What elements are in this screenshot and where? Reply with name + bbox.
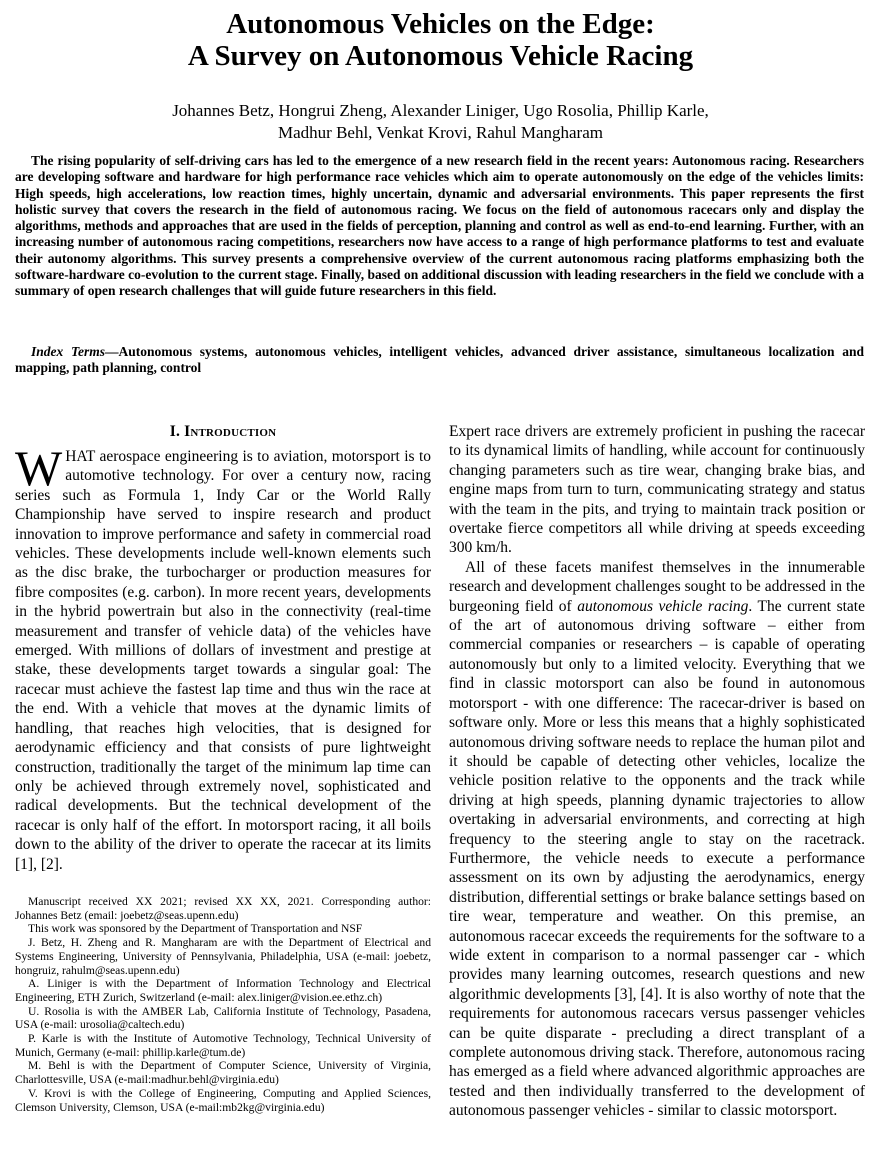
- index-terms-label: Index Terms: [31, 344, 105, 359]
- index-terms-dash: —: [105, 344, 119, 359]
- author-list: [0, 100, 881, 144]
- paper-title: [0, 8, 881, 72]
- left-column: [15, 422, 431, 874]
- intro-paragraph-1-text: HAT aerospace engineering is to aviation, motorsport is to automotive technology. For over a century now, racing series such as Formula 1, Indy Car or the World Rally Championship have served to inspire research and product innovation to improve performance and safety in commercial road vehicles. These developments include well-known elements such as the disc brake, the turbocharger or production measures for fibre composites (e.g. carbon). In more recent years, developments in the hybrid powertrain but also in the connectivity (real-time measurement and transfer of vehicle data) of the vehicles have emerged. With millions of dollars of investment and prestige at stake, these developments target towards a singular goal: The racecar must achieve the fastest lap time and thus win the race at the end. With a vehicle that moves at the dynamic limits of handling, that reaches high velocities, that is designed for aerodynamic efficiency and that consists of pure lightweight construction, traditionally the target of the minimum lap time can only be achieved through extremely novel, sophisticated and radical developments. But the technical development of the racecar is only half of the effort. In motorsport racing, it all boils down to the ability of the driver to operate the racecar at its limits [1], [2].: [15, 448, 431, 873]
- right-paragraph-2: [449, 558, 865, 1121]
- right-paragraph-1: Expert race drivers are extremely proficient in pushing the racecar to its dynamical limits of handling, while account for continuously changing parameters such as tire wear, changing brake bias, and engine maps from turn to turn, communicating strategy and status with the team in the pits, and trying to maintain track position or overtake fierce competitors all while driving at speeds exceeding 300 km/h.: [449, 423, 865, 557]
- abstract: The rising popularity of self-driving cars has led to the emergence of a new research field in the recent years: Autonomous racing. Researchers are developing software and hardware for high performance race vehicles which aim to operate autonomously on the edge of the vehicles limits: High speeds, high accelerations, low reaction times, highly uncertain, dynamic and adversarial environments. This paper represents the first holistic survey that covers the research in the field of autonomous racing. We focus on the field of autonomous racecars only and display the algorithms, methods and approaches that are used in the fields of perception, planning and control as well as end-to-end learning. Further, with an increasing number of autonomous racing competitions, researchers now have access to a range of high performance platforms to test and evaluate their autonomy algorithms. This survey presents a comprehensive overview of the current autonomous racing platforms emphasizing both the software-hardware co-evolution to the current stage. Finally, based on additional discussion with leading researchers in the field we conclude with a summary of open research challenges that will guide future researchers in this field.: [15, 153, 864, 299]
- right-paragraph-2-start: All of these facets manifest themselves in the innumerable research and development challenges sought to be addressed in the burgeoning field of: [449, 558, 865, 615]
- index-terms: [15, 344, 864, 377]
- authors-line-1: Johannes Betz, Hongrui Zheng, Alexander Liniger, Ugo Rosolia, Phillip Karle,: [172, 101, 709, 120]
- authors-line-2: Madhur Behl, Venkat Krovi, Rahul Mangharam: [278, 123, 603, 142]
- section-heading-introduction: [15, 422, 431, 441]
- footnote-affiliation-caltech: U. Rosolia is with the AMBER Lab, California Institute of Technology, Pasadena, USA (e-mail: urosolia@caltech.edu): [15, 1004, 431, 1032]
- right-column: [449, 422, 865, 1121]
- index-terms-text: Autonomous systems, autonomous vehicles, intelligent vehicles, advanced driver assistance, simultaneous localization and mapping, path planning, control: [15, 344, 865, 376]
- right-paragraph-2-rest: . The current state of the art of autonomous driving software – either from commercial companies or researchers – is capable of operating autonomously but only to a limited velocity. Everything that we find in classic motorsport can also be found in autonomous motorsport - with one difference: The racecar-driver is based on software only. More or less this means that a highly sophisticated autonomous driving software needs to replace the human pilot and it should be capable of detecting other vehicles, localize the vehicle position relative to the opponents and the track while driving at high speeds, planning dynamic trajectories to allow overtaking in adversarial environments, and correcting at high frequency to the steering angle to stay on the racetrack. Furthermore, the vehicle needs to execute a performance assessment on its own by adjusting the aerodynamics, energy distribution, differential settings or brake balance settings based on tire wear, temperature and weather. On this premise, an autonomous racecar exceeds the requirements for the software to a wide extent in comparison to a normal passenger car - which provides many learning outcomes, research questions and new algorithmic developments [3], [4]. It is also worthy of note that the requirements for autonomous racecars versus passenger vehicles can be quite disparate - precluding a direct transplant of a complete autonomous driving stack. Therefore, autonomous racing has emerged as a field where advanced algorithmic approaches are tested and then individually transferred to the development of autonomous passenger vehicles - similar to classic motorsport.: [449, 597, 865, 1120]
- footnote-affiliation-penn: J. Betz, H. Zheng and R. Mangharam are with the Department of Electrical and Systems Engineering, University of Pennsylvania, Philadelphia, USA (e-mail: joebetz, hongruiz, rahulm@seas.upenn.edu): [15, 936, 431, 977]
- footnote-funding: This work was sponsored by the Department of Transportation and NSF: [28, 922, 363, 936]
- intro-paragraph-1: [15, 440, 431, 874]
- footnote-affiliation-eth: A. Liniger is with the Department of Information Technology and Electrical Engineering, ETH Zurich, Switzerland (e-mail: alex.liniger@vision.ee.ethz.ch): [15, 977, 431, 1004]
- emphasis-autonomous-vehicle-racing: autonomous vehicle racing: [577, 597, 749, 615]
- footnote-affiliation-tum: P. Karle is with the Institute of Automotive Technology, Technical University of Munich, Germany (e-mail: phillip.karle@tum.de): [15, 1032, 431, 1059]
- section-title: Introduction: [184, 423, 277, 440]
- title-line-2: A Survey on Autonomous Vehicle Racing: [187, 40, 694, 72]
- title-line-1: Autonomous Vehicles on the Edge:: [226, 8, 655, 40]
- section-number: I.: [169, 423, 181, 440]
- footnote-received: Manuscript received XX 2021; revised XX XX, 2021. Corresponding author: Johannes Betz (email: joebetz@seas.upenn.edu): [15, 895, 431, 922]
- footnote-affiliation-uva: M. Behl is with the Department of Computer Science, University of Virginia, Charlottesville, USA (e-mail:madhur.behl@virginia.edu): [15, 1059, 431, 1087]
- dropcap: W: [15, 440, 63, 496]
- footnote-affiliation-clemson: V. Krovi is with the College of Engineering, Computing and Applied Sciences, Clemson University, Clemson, USA (e-mail:mb2kg@virginia.edu): [15, 1086, 431, 1114]
- footnotes: [15, 895, 431, 1114]
